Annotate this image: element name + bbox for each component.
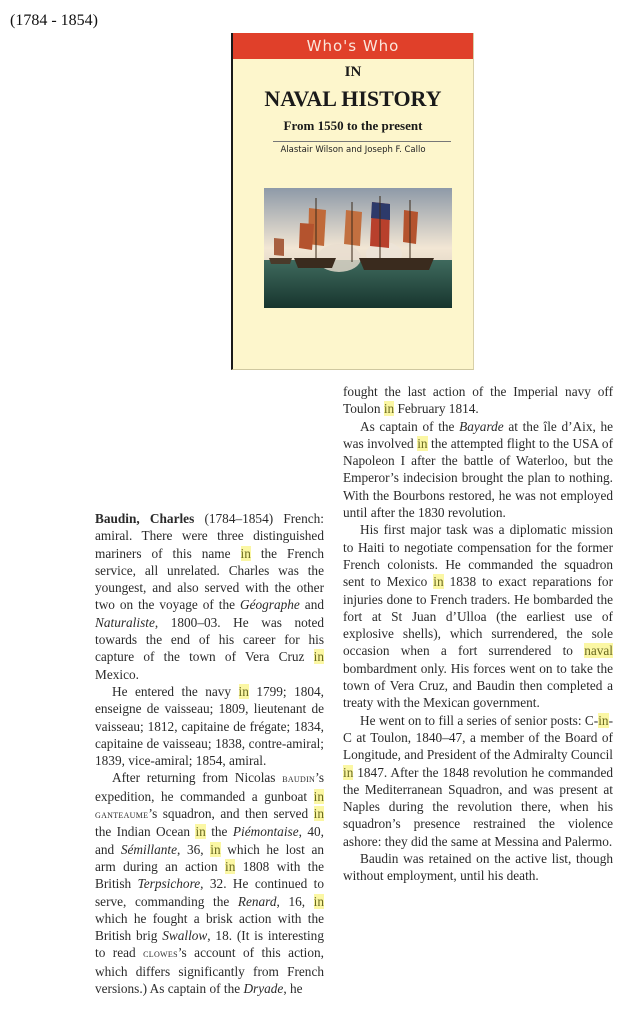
- cover-in: IN: [344, 64, 362, 80]
- search-highlight: naval: [584, 643, 613, 659]
- search-highlight: in: [313, 649, 324, 665]
- text: 1838 to exact reparations for injuries done to French traders. He bombarded the fort at St Juan d’Ulloa (the earliest use of explosive shells), which surrendered, the sole occasion when a fort surrendered to: [343, 574, 613, 659]
- search-highlight: in: [195, 824, 206, 840]
- text: bombardment only. His forces went on to take the town of Vera Cruz, and Baudin then completed a treaty with the Mexican government.: [343, 660, 613, 711]
- ship-name: Dryade: [243, 981, 284, 997]
- search-highlight: in: [210, 841, 221, 857]
- cover-rule: [273, 141, 451, 142]
- text: , 36,: [177, 841, 211, 857]
- cover-subtitle: From 1550 to the present: [283, 118, 423, 133]
- ship-name: Terpsichore: [137, 876, 201, 892]
- search-highlight: in: [225, 858, 236, 874]
- ship-name: Swallow: [162, 928, 208, 944]
- text: 1847. After the 1848 revolution he commanded the Mediterranean Squadron, and was present at Naples during the revolution there, when his squadron’s presence restrained the violence ashore: they did the same at Messina and Palermo.: [343, 764, 613, 849]
- text: -C at Toulon, 1840–47, a member of the Board of Longitude, and President of the Admiralty Council: [343, 712, 613, 763]
- text: ’s expedition, he commanded a gunboat: [95, 770, 324, 804]
- naval-battle-painting: [264, 188, 452, 308]
- text: He entered the navy: [112, 683, 239, 699]
- search-highlight: in: [343, 764, 354, 780]
- text: ’s account of this action, which differs significantly from French versions.) As captain of the: [95, 945, 324, 997]
- search-highlight: in: [313, 806, 324, 822]
- text: which he fought a brisk action with the British brig: [95, 910, 324, 944]
- text: Mexico.: [95, 666, 139, 682]
- entry-headword: Baudin, Charles: [95, 511, 195, 526]
- ship-name: Piémontaise: [232, 824, 299, 840]
- ship-name: Géographe: [240, 597, 300, 613]
- text: As captain of the: [360, 418, 460, 434]
- search-highlight: in: [238, 683, 249, 699]
- text: , 1800–03. He was noted towards the end of his career for his capture of the town of Vera Cruz: [95, 614, 324, 665]
- cover-title: NAVAL HISTORY: [264, 86, 442, 111]
- ship-name: Bayarde: [459, 418, 504, 434]
- text: the Indian Ocean: [95, 824, 196, 840]
- search-highlight: in: [240, 545, 251, 561]
- text: , 32. He continued to serve, commanding the: [95, 876, 324, 909]
- text: the attempted flight to the USA of Napoleon I after the battle of Waterloo, but the Emperor’s indecision brought the plan to nothing. With the Bourbons restored, he was not employed until after the 1830 revolution.: [343, 435, 613, 521]
- search-highlight: in: [313, 893, 325, 909]
- cover-series-band: Who's Who: [233, 33, 473, 59]
- text: , 40, and: [95, 824, 324, 857]
- entry-paragraph: [95, 769, 324, 997]
- search-highlight: in: [417, 435, 428, 451]
- cross-reference: ganteaume: [95, 807, 149, 822]
- text: February 1814.: [394, 401, 479, 417]
- text: , he: [283, 981, 303, 997]
- entry-paragraph: [95, 683, 324, 769]
- text: , 18. (It is interesting to read: [95, 928, 324, 961]
- cover-authors: Alastair Wilson and Joseph F. Callo: [280, 145, 426, 155]
- search-highlight: in: [313, 788, 324, 804]
- text: 1799; 1804, enseigne de vaisseau; 1809, lieutenant de vaisseau; 1812, capitaine de frégate; 1834, capitaine de vaisseau; 1838, contre-amiral; 1839, vice-amiral; 1854, amiral.: [95, 683, 324, 769]
- text: He went on to fill a series of senior posts: C-: [360, 712, 599, 728]
- cross-reference: clowes: [143, 946, 178, 961]
- ship-name: Naturaliste: [95, 614, 155, 630]
- dates-heading: (1784 - 1854): [10, 12, 98, 29]
- text: and: [299, 597, 324, 613]
- entry-paragraph: [343, 383, 613, 418]
- text: which he lost an arm during an action: [95, 841, 325, 874]
- search-highlight: in: [433, 574, 444, 590]
- entry-paragraph: [343, 850, 613, 885]
- search-highlight: in: [383, 401, 395, 417]
- entry-paragraph: [343, 521, 613, 711]
- text: 1808 with the British: [95, 858, 324, 892]
- ship-name: Renard: [237, 893, 277, 909]
- entry-paragraph: [343, 712, 613, 850]
- text: ’s squadron, and then served: [148, 806, 314, 822]
- entry-left-column: [95, 510, 324, 997]
- text: fought the last action of the Imperial navy off Toulon: [343, 384, 613, 417]
- text: (1784–1854) French: amiral. There were three distinguished mariners of this name: [95, 511, 324, 561]
- text: at the île d’Aix, he was involved: [343, 418, 613, 451]
- text: After returning from Nicolas: [112, 770, 283, 786]
- search-highlight: in: [598, 712, 609, 728]
- text: Baudin was retained on the active list, though without employment, until his death.: [343, 851, 613, 884]
- ship-name: Sémillante: [120, 841, 177, 857]
- cross-reference: baudin: [282, 771, 316, 786]
- entry-paragraph: [343, 418, 613, 522]
- text: the: [205, 824, 233, 840]
- text: , 16,: [276, 893, 314, 909]
- text: His first major task was a diplomatic mission to Haiti to negotiate compensation for the former French colonists. He commanded the squadron sent to Mexico: [343, 522, 613, 590]
- text: the French service, all unrelated. Charles was the youngest, and also served with the other two on the voyage of the: [95, 545, 324, 613]
- entry-right-column: [343, 383, 613, 885]
- book-cover: [231, 33, 474, 370]
- entry-paragraph: [95, 510, 324, 683]
